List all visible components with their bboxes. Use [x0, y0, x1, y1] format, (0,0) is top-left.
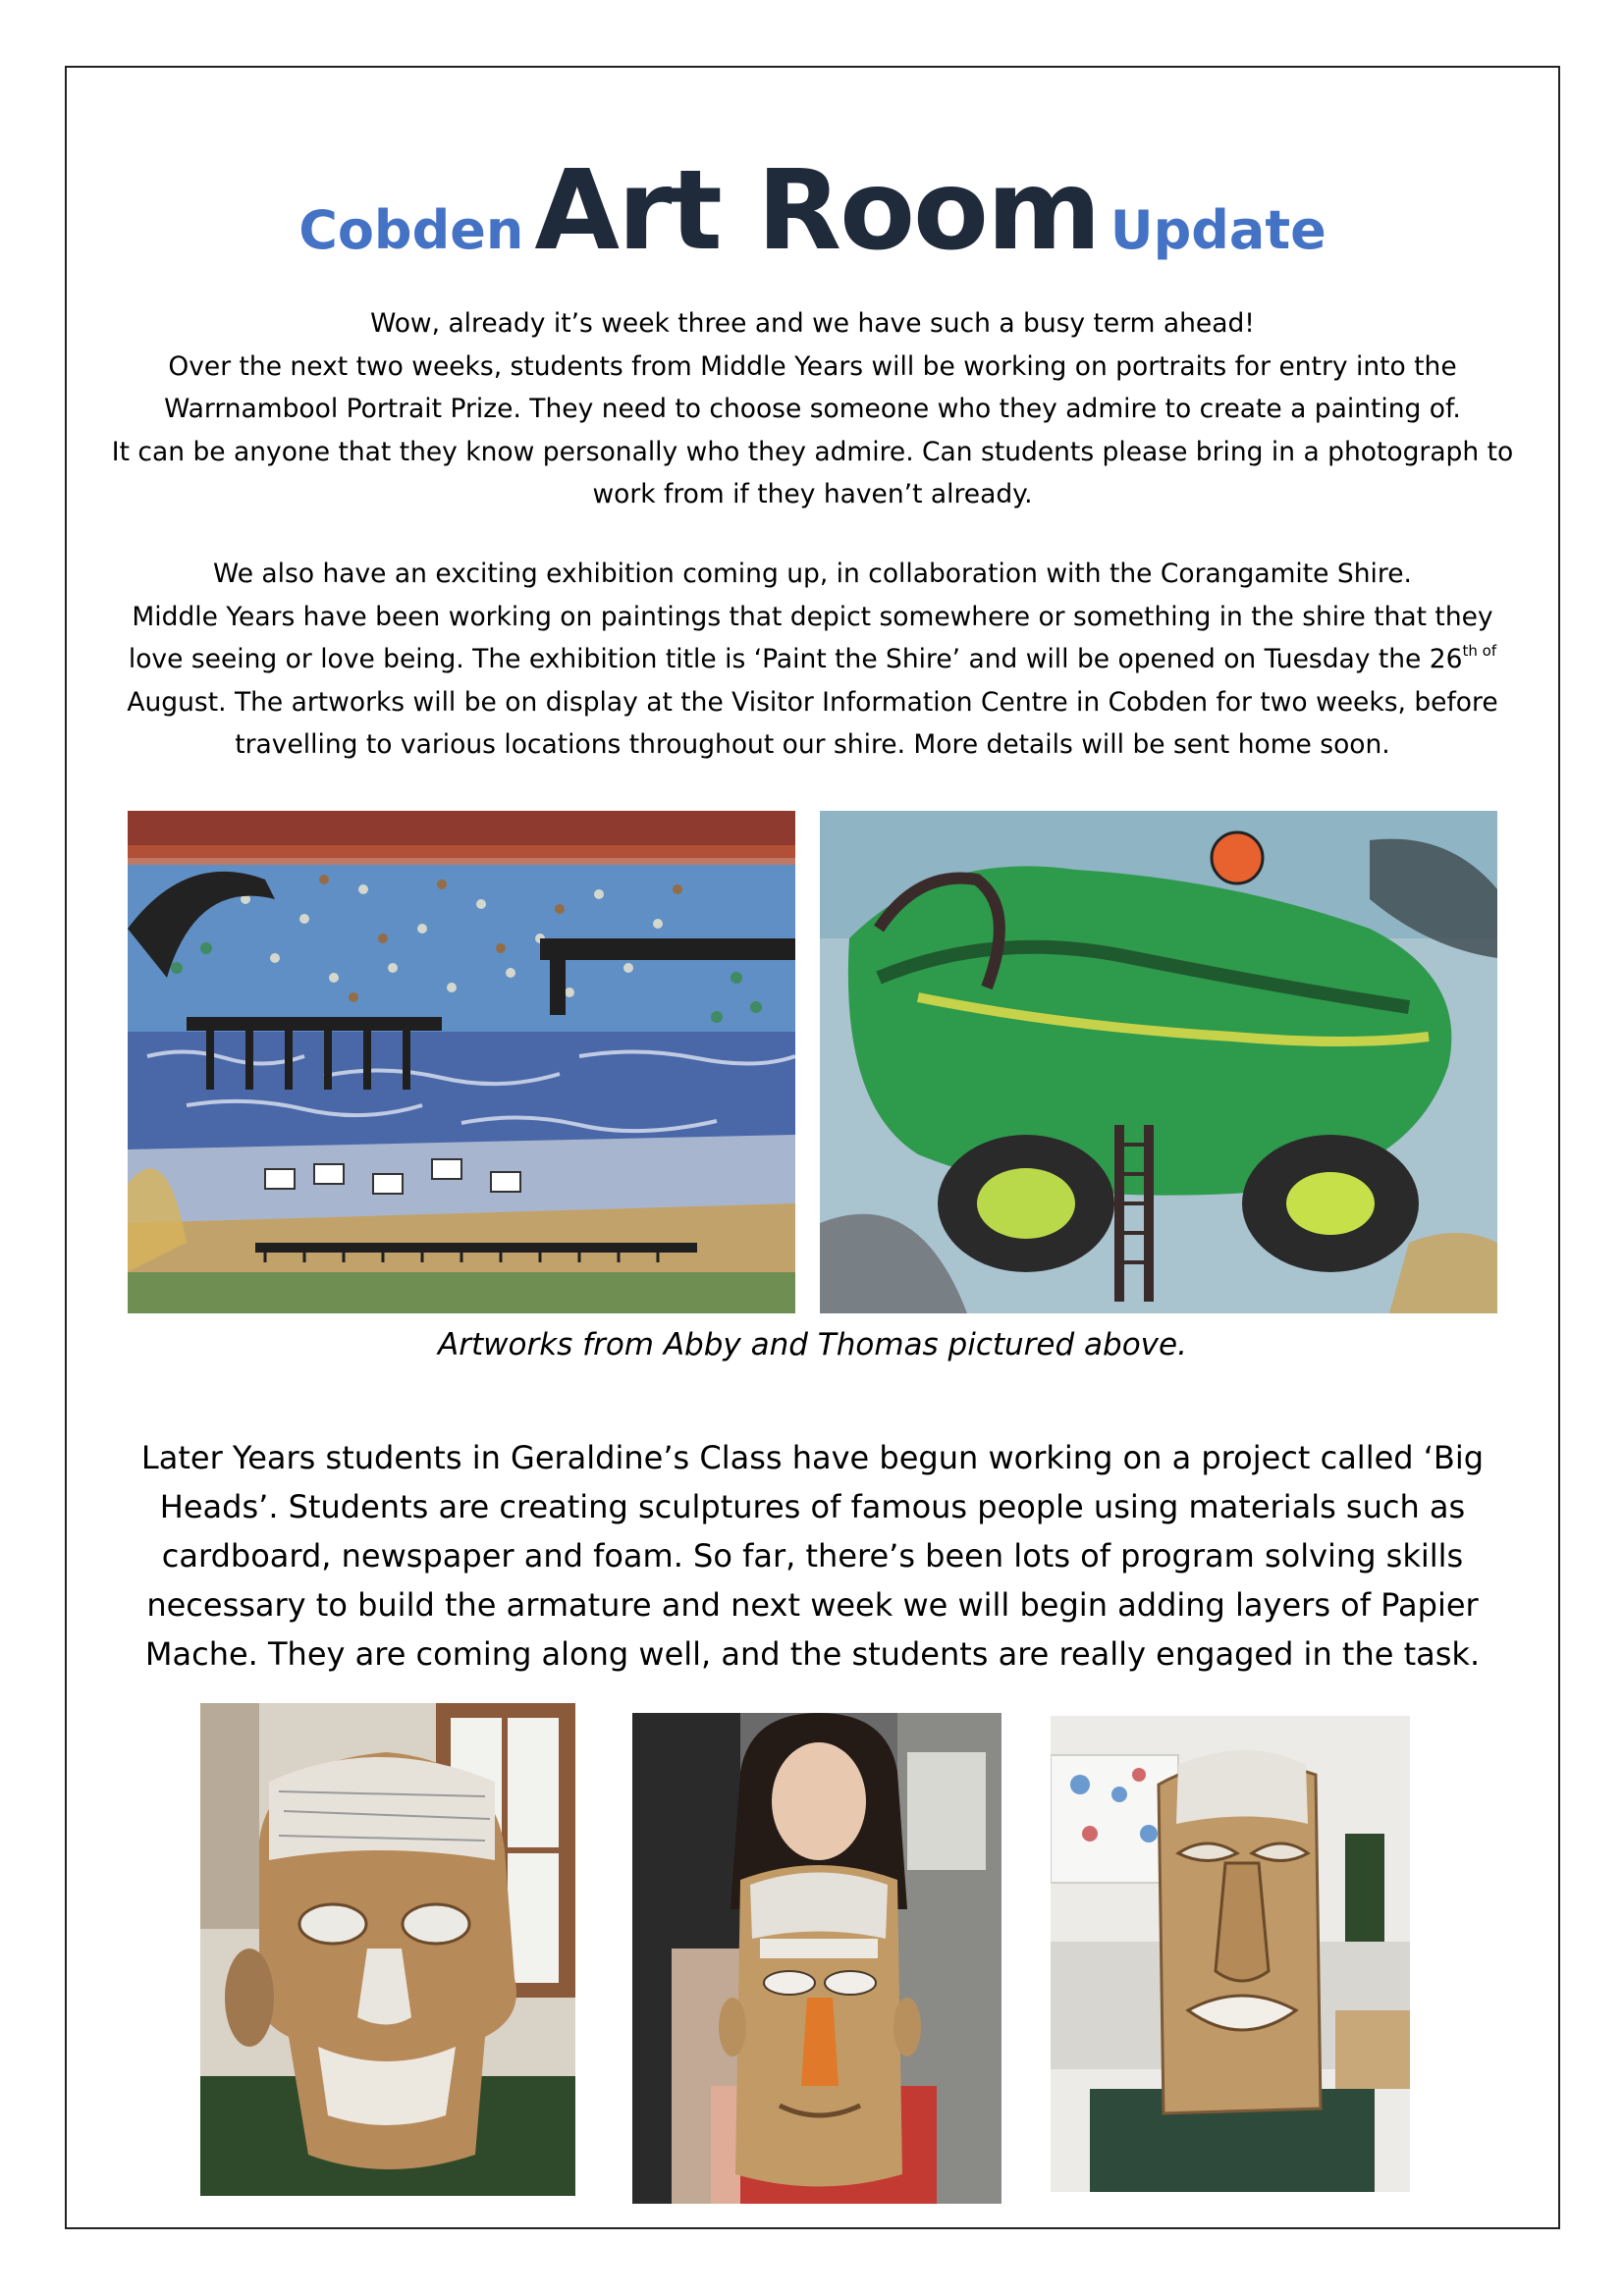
intro-line: Wow, already it’s week three and we have such a busy term ahead!	[370, 308, 1255, 339]
page-title	[65, 147, 1560, 275]
intro-line: work from if they haven’t already.	[592, 479, 1033, 509]
big-heads-line: cardboard, newspaper and foam. So far, there’s been lots of program solving skills	[161, 1537, 1464, 1575]
artwork-caption: Artworks from Abby and Thomas pictured above.	[438, 1327, 1187, 1362]
artwork-abby-seascape	[128, 811, 795, 1313]
artwork-thomas-painting	[820, 811, 1497, 1313]
intro-paragraph	[88, 302, 1537, 516]
title-update: Update	[1110, 199, 1326, 261]
exhibition-line: travelling to various locations throughout our shire. More details will be sent home soon.	[235, 729, 1390, 760]
date-superscript: th of	[1462, 642, 1497, 660]
title-art-room: Art Room	[534, 147, 1100, 275]
exhibition-line: We also have an exciting exhibition coming up, in collaboration with the Corangamite Shire.	[213, 559, 1412, 589]
big-heads-paragraph	[108, 1433, 1517, 1679]
exhibition-line-text: love seeing or love being. The exhibition title is ‘Paint the Shire’ and will be opened on Tuesday the 26	[128, 644, 1463, 674]
big-heads-line: Heads’. Students are creating sculptures of famous people using materials such as	[159, 1488, 1466, 1525]
exhibition-paragraph	[88, 553, 1537, 767]
exhibition-line: August. The artworks will be on display at the Visitor Information Centre in Cobden for two weeks, before	[127, 686, 1498, 718]
exhibition-line: Middle Years have been working on paintings that depict somewhere or something in the shire that they	[132, 601, 1493, 632]
intro-line: It can be anyone that they know personally who they admire. Can students please bring in a photograph to	[111, 436, 1514, 467]
intro-line: Over the next two weeks, students from Middle Years will be working on portraits for entry into the	[168, 350, 1457, 382]
photo-big-head-1	[200, 1703, 575, 2196]
big-heads-line: Mache. They are coming along well, and the students are really engaged in the task.	[144, 1635, 1481, 1673]
photo-big-head-2	[632, 1713, 1001, 2204]
big-heads-line: necessary to build the armature and next week we will begin adding layers of Papier	[146, 1586, 1479, 1624]
intro-line: Warrnambool Portrait Prize. They need to choose someone who they admire to create a painting of.	[164, 394, 1461, 424]
big-heads-line: Later Years students in Geraldine’s Class have begun working on a project called ‘Big	[140, 1439, 1485, 1476]
title-cobden: Cobden	[298, 199, 524, 261]
exhibition-line	[88, 638, 1537, 681]
photo-big-head-3	[1051, 1716, 1410, 2192]
